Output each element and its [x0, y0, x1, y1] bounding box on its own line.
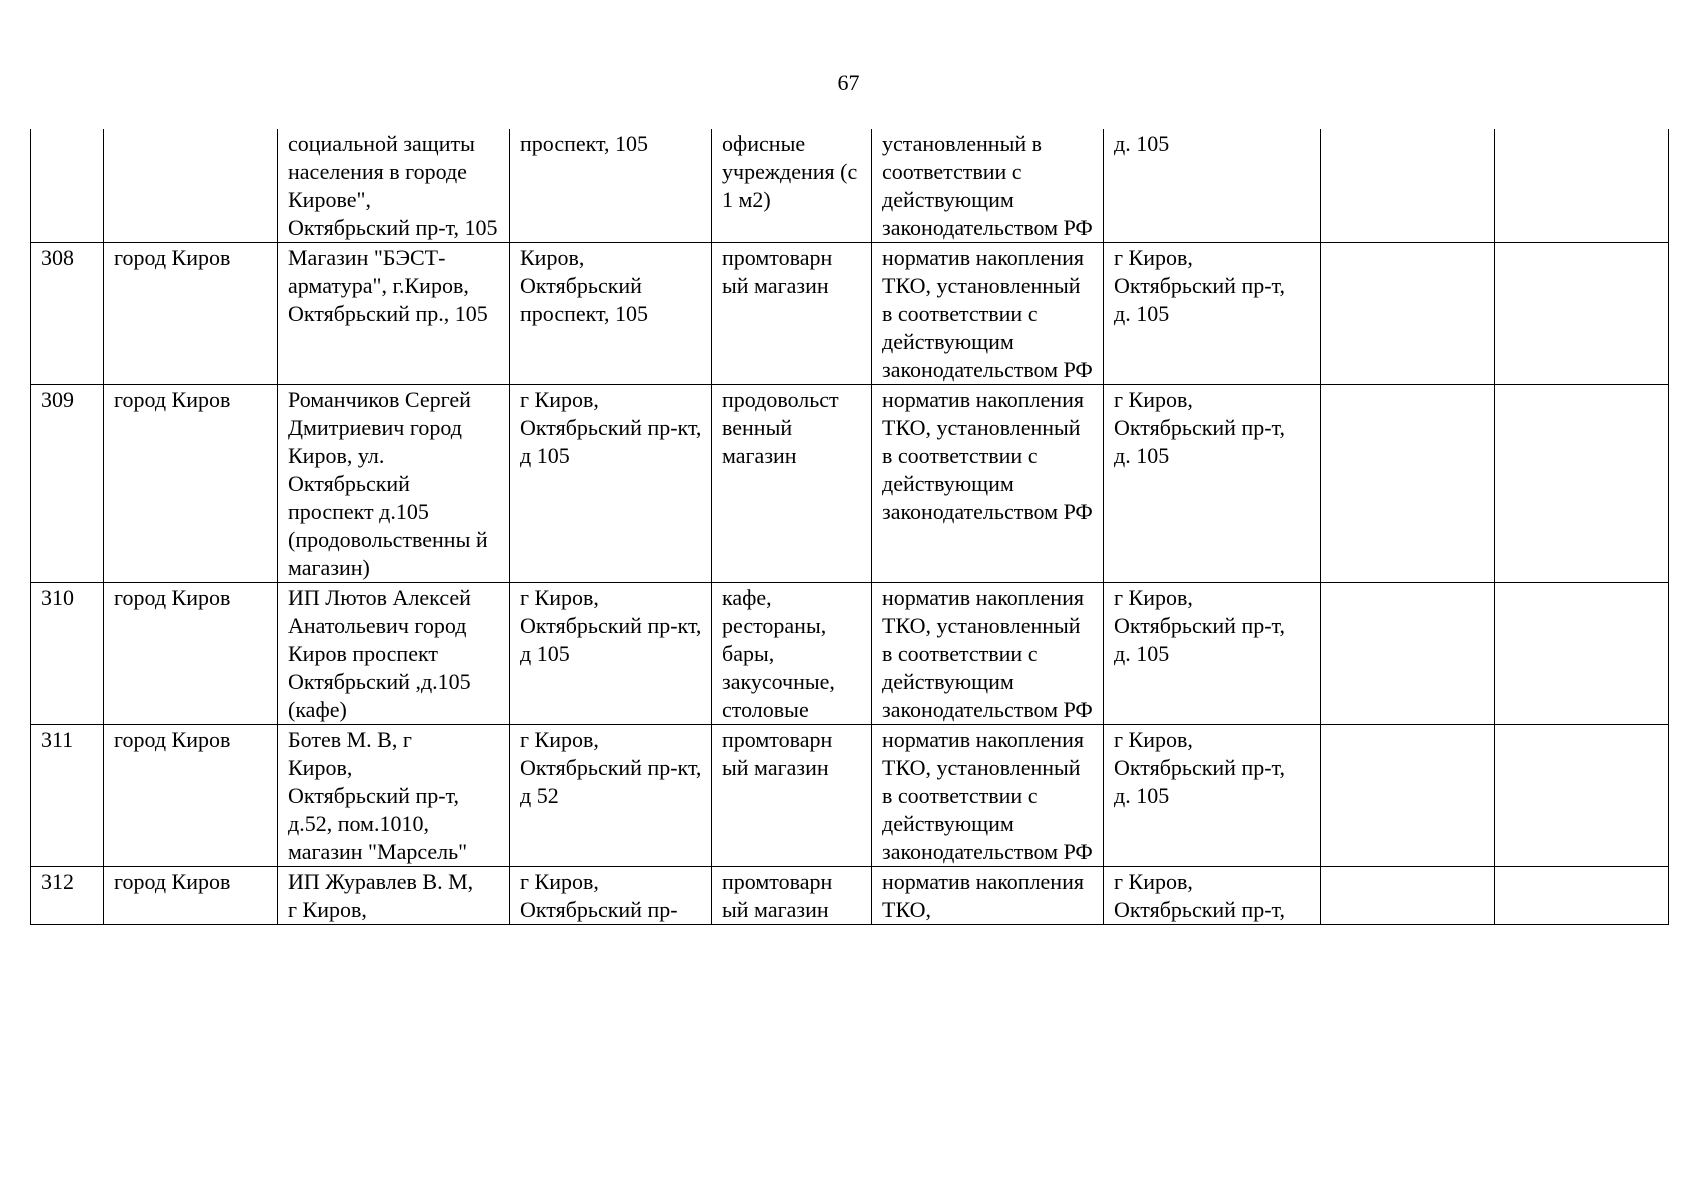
table-row: [31, 583, 1669, 725]
empty-cell-8: [1321, 867, 1495, 925]
norm-cell: установленный в соответствии с действующим законодательством РФ: [872, 129, 1104, 243]
source-cell: Магазин "БЭСТ-арматура", г.Киров, Октябрьский пр., 105: [278, 243, 510, 385]
address-cell: г Киров, Октябрьский пр-: [510, 867, 712, 925]
address-cell: г Киров, Октябрьский пр-кт, д 105: [510, 583, 712, 725]
locality-cell: город Киров: [104, 583, 278, 725]
row-number-cell: 309: [31, 385, 104, 583]
locality-cell: город Киров: [104, 385, 278, 583]
table-row: [31, 385, 1669, 583]
category-cell: офисные учреждения (с 1 м2): [712, 129, 872, 243]
row-number-cell: 311: [31, 725, 104, 867]
category-cell: промтоварн ый магазин: [712, 725, 872, 867]
locality-cell: город Киров: [104, 725, 278, 867]
empty-cell-8: [1321, 725, 1495, 867]
category-cell: промтоварн ый магазин: [712, 243, 872, 385]
empty-cell-9: [1495, 867, 1669, 925]
category-cell: промтоварн ый магазин: [712, 867, 872, 925]
norm-cell: норматив накопления ТКО, установленный в соответствии с действующим законодательством РФ: [872, 583, 1104, 725]
norm-cell: норматив накопления ТКО,: [872, 867, 1104, 925]
address-cell: г Киров, Октябрьский пр-кт, д 105: [510, 385, 712, 583]
waste-sources-table: [30, 129, 1669, 925]
table-row: [31, 867, 1669, 925]
address-cell: Киров, Октябрьский проспект, 105: [510, 243, 712, 385]
site-cell: г Киров, Октябрьский пр-т, д. 105: [1104, 243, 1321, 385]
site-cell: д. 105: [1104, 129, 1321, 243]
category-cell: кафе, рестораны, бары, закусочные, столовые: [712, 583, 872, 725]
address-cell: г Киров, Октябрьский пр-кт, д 52: [510, 725, 712, 867]
row-number-cell: 312: [31, 867, 104, 925]
empty-cell-8: [1321, 129, 1495, 243]
locality-cell: город Киров: [104, 867, 278, 925]
empty-cell-9: [1495, 243, 1669, 385]
empty-cell-8: [1321, 583, 1495, 725]
table-row: [31, 243, 1669, 385]
site-cell: г Киров, Октябрьский пр-т, д. 105: [1104, 725, 1321, 867]
table-row: [31, 129, 1669, 243]
source-cell: ИП Лютов Алексей Анатольевич город Киров проспект Октябрьский ,д.105 (кафе): [278, 583, 510, 725]
locality-cell: город Киров: [104, 243, 278, 385]
empty-cell-9: [1495, 129, 1669, 243]
source-cell: ИП Журавлев В. М, г Киров,: [278, 867, 510, 925]
site-cell: г Киров, Октябрьский пр-т, д. 105: [1104, 583, 1321, 725]
row-number-cell: 308: [31, 243, 104, 385]
site-cell: г Киров, Октябрьский пр-т, д. 105: [1104, 385, 1321, 583]
norm-cell: норматив накопления ТКО, установленный в соответствии с действующим законодательством РФ: [872, 243, 1104, 385]
site-cell: г Киров, Октябрьский пр-т,: [1104, 867, 1321, 925]
norm-cell: норматив накопления ТКО, установленный в соответствии с действующим законодательством РФ: [872, 385, 1104, 583]
locality-cell: [104, 129, 278, 243]
address-cell: проспект, 105: [510, 129, 712, 243]
row-number-cell: [31, 129, 104, 243]
empty-cell-9: [1495, 583, 1669, 725]
page-number: 67: [837, 70, 860, 95]
empty-cell-9: [1495, 385, 1669, 583]
empty-cell-8: [1321, 243, 1495, 385]
category-cell: продовольст венный магазин: [712, 385, 872, 583]
source-cell: Романчиков Сергей Дмитриевич город Киров, ул. Октябрьский проспект д.105 (продовольственны й магазин): [278, 385, 510, 583]
table-row: [31, 725, 1669, 867]
source-cell: Ботев М. В, г Киров, Октябрьский пр-т, д.52, пом.1010, магазин "Марсель": [278, 725, 510, 867]
norm-cell: норматив накопления ТКО, установленный в соответствии с действующим законодательством РФ: [872, 725, 1104, 867]
source-cell: социальной защиты населения в городе Кирове", Октябрьский пр-т, 105: [278, 129, 510, 243]
empty-cell-9: [1495, 725, 1669, 867]
empty-cell-8: [1321, 385, 1495, 583]
row-number-cell: 310: [31, 583, 104, 725]
